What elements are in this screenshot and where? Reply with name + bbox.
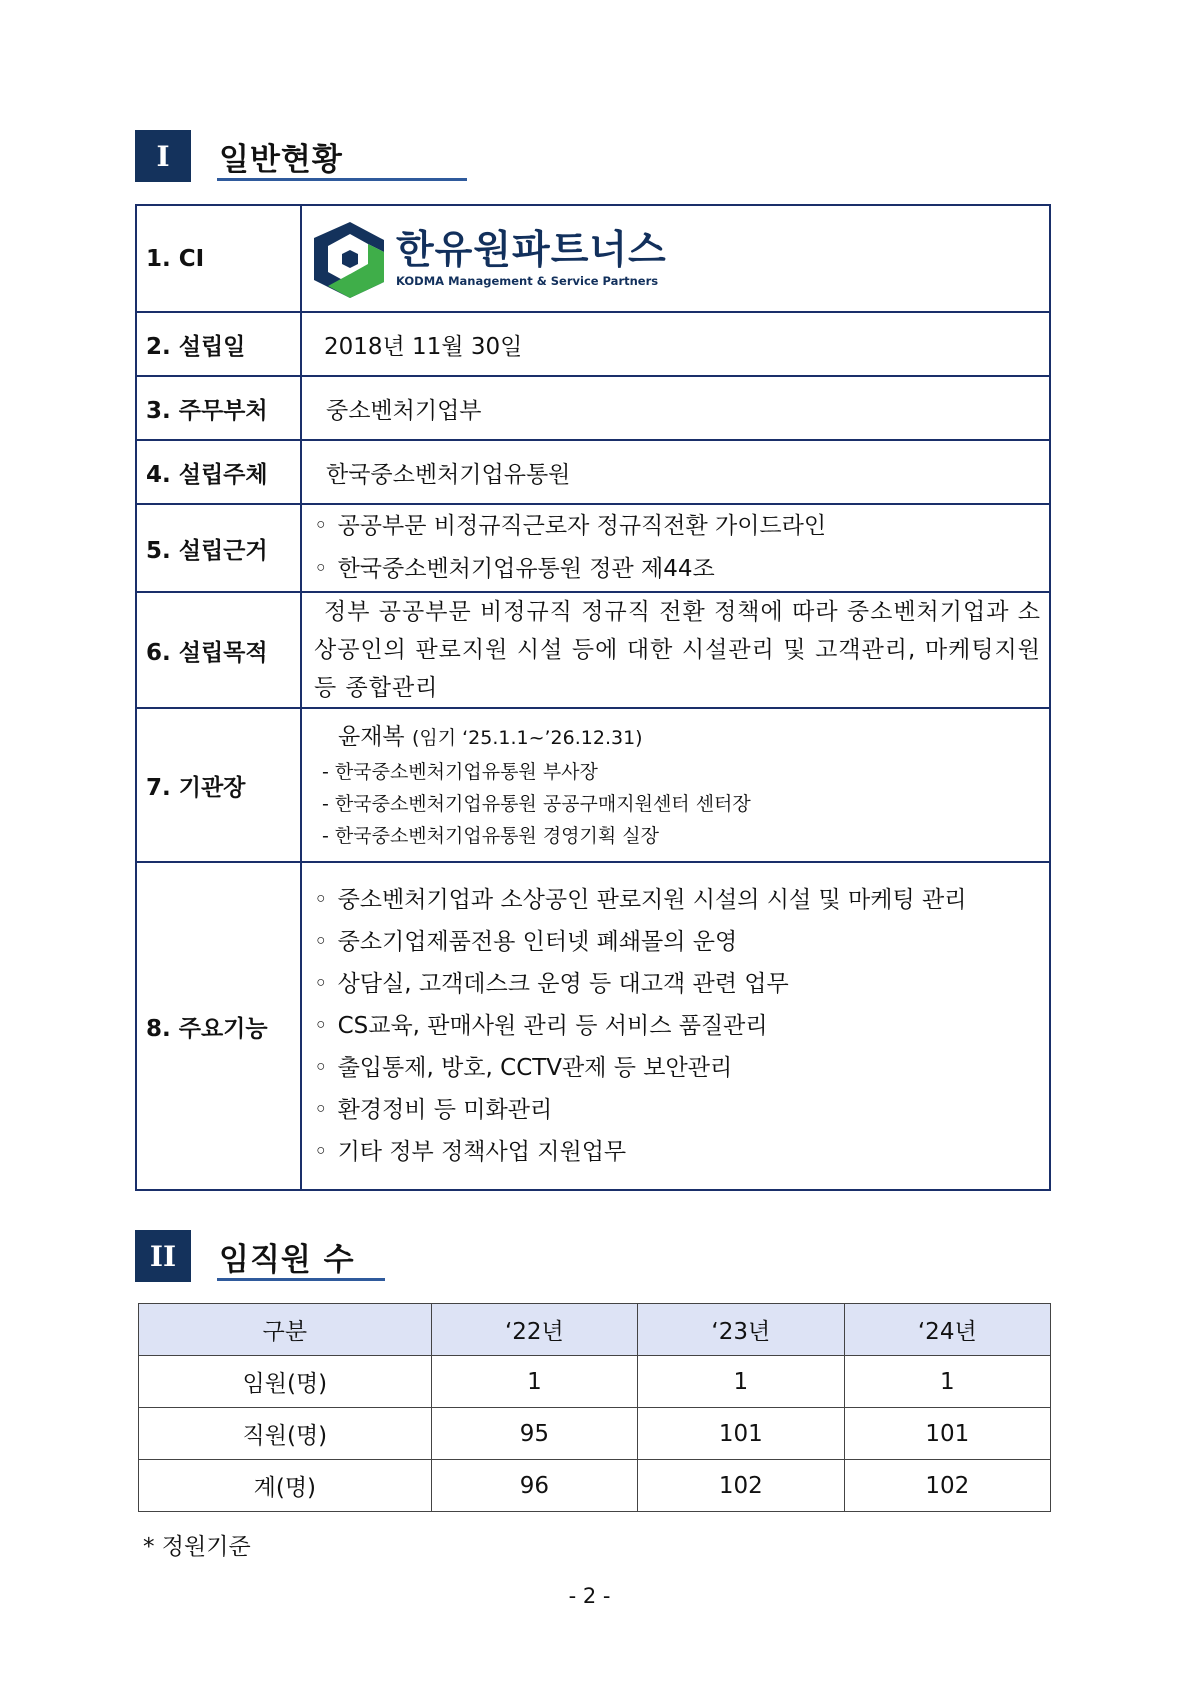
ministry-label: 3. 주무부처 bbox=[136, 376, 301, 440]
ci-label: 1. CI bbox=[136, 205, 301, 312]
functions-value bbox=[301, 862, 1050, 1190]
logo-text-english: KODMA Management & Service Partners bbox=[396, 273, 659, 288]
function-item: ◦ CS교육, 판매사원 관리 등 서비스 품질관리 bbox=[314, 1005, 1041, 1047]
row-label: 직원(명) bbox=[139, 1408, 432, 1460]
table-row bbox=[136, 592, 1050, 708]
basis-label: 5. 설립근거 bbox=[136, 504, 301, 592]
table-cell: 1 bbox=[844, 1356, 1050, 1408]
basis-value bbox=[301, 504, 1050, 592]
section-1-underline bbox=[217, 178, 467, 181]
basis-item: ◦ 공공부문 비정규직근로자 정규직전환 가이드라인 bbox=[314, 505, 1041, 548]
table-cell: 101 bbox=[638, 1408, 844, 1460]
table-cell: 101 bbox=[844, 1408, 1050, 1460]
career-item: - 한국중소벤처기업유통원 경영기획 실장 bbox=[322, 824, 659, 847]
footnote: * 정원기준 bbox=[143, 1534, 251, 1560]
function-item: ◦ 기타 정부 정책사업 지원업무 bbox=[314, 1131, 1041, 1173]
table-cell: 1 bbox=[638, 1356, 844, 1408]
functions-label: 8. 주요기능 bbox=[136, 862, 301, 1190]
function-item: ◦ 환경정비 등 미화관리 bbox=[314, 1089, 1041, 1131]
career-item: - 한국중소벤처기업유통원 부사장 bbox=[322, 760, 598, 783]
table-cell: 96 bbox=[431, 1460, 637, 1512]
row-label: 계(명) bbox=[139, 1460, 432, 1512]
logo-text-korean: 한유원파트너스 bbox=[396, 227, 667, 273]
head-name: 윤재복 bbox=[338, 723, 405, 750]
page-number: - 2 - bbox=[568, 1584, 611, 1608]
section-2-number: II bbox=[135, 1230, 191, 1282]
table-cell: 1 bbox=[431, 1356, 637, 1408]
function-item: ◦ 상담실, 고객데스크 운영 등 대고객 관련 업무 bbox=[314, 963, 1041, 1005]
section-1-number: I bbox=[135, 130, 191, 182]
career-item: - 한국중소벤처기업유통원 공공구매지원센터 센터장 bbox=[322, 792, 751, 815]
table-row bbox=[139, 1408, 1051, 1460]
purpose-value bbox=[301, 592, 1050, 708]
table-cell: 95 bbox=[431, 1408, 637, 1460]
column-header: 구분 bbox=[139, 1304, 432, 1356]
function-item: ◦ 출입통제, 방호, CCTV관제 등 보안관리 bbox=[314, 1047, 1041, 1089]
purpose-text: 정부 공공부문 비정규직 정규직 전환 정책에 따라 중소벤처기업과 소상공인의 판로지원 시설 등에 대한 시설관리 및 고객관리, 마케팅지원 등 종합관리 bbox=[314, 599, 1041, 701]
column-header: ‘24년 bbox=[844, 1304, 1050, 1356]
head-label: 7. 기관장 bbox=[136, 708, 301, 862]
table-row bbox=[136, 708, 1050, 862]
head-value bbox=[301, 708, 1050, 862]
table-cell: 102 bbox=[844, 1460, 1050, 1512]
general-info-table bbox=[135, 204, 1051, 1191]
table-row bbox=[136, 205, 1050, 312]
basis-item: ◦ 한국중소벤처기업유통원 정관 제44조 bbox=[314, 548, 1041, 591]
column-header: ‘23년 bbox=[638, 1304, 844, 1356]
table-row bbox=[139, 1460, 1051, 1512]
table-row bbox=[136, 376, 1050, 440]
founded-label: 2. 설립일 bbox=[136, 312, 301, 376]
table-cell: 102 bbox=[638, 1460, 844, 1512]
purpose-label: 6. 설립목적 bbox=[136, 592, 301, 708]
section-1-title: 일반현황 bbox=[219, 142, 343, 178]
founder-value: 한국중소벤처기업유통원 bbox=[301, 440, 1050, 504]
table-row bbox=[136, 312, 1050, 376]
section-2-underline bbox=[217, 1278, 385, 1281]
head-term: (임기 ‘25.1.1~’26.12.31) bbox=[411, 726, 643, 749]
ministry-value: 중소벤처기업부 bbox=[301, 376, 1050, 440]
founded-value: 2018년 11월 30일 bbox=[301, 312, 1050, 376]
head-name-line bbox=[314, 719, 1041, 756]
column-header: ‘22년 bbox=[431, 1304, 637, 1356]
ci-cell bbox=[301, 205, 1050, 312]
table-row bbox=[136, 504, 1050, 592]
staff-count-table bbox=[138, 1303, 1051, 1512]
function-item: ◦ 중소기업제품전용 인터넷 폐쇄몰의 운영 bbox=[314, 921, 1041, 963]
table-row bbox=[136, 862, 1050, 1190]
logo-mark-icon bbox=[310, 220, 390, 298]
founder-label: 4. 설립주체 bbox=[136, 440, 301, 504]
table-row bbox=[139, 1356, 1051, 1408]
row-label: 임원(명) bbox=[139, 1356, 432, 1408]
table-header-row bbox=[139, 1304, 1051, 1356]
function-item: ◦ 중소벤처기업과 소상공인 판로지원 시설의 시설 및 마케팅 관리 bbox=[314, 879, 1041, 921]
section-2-title: 임직원 수 bbox=[219, 1242, 355, 1278]
table-row bbox=[136, 440, 1050, 504]
company-logo bbox=[310, 220, 1041, 298]
